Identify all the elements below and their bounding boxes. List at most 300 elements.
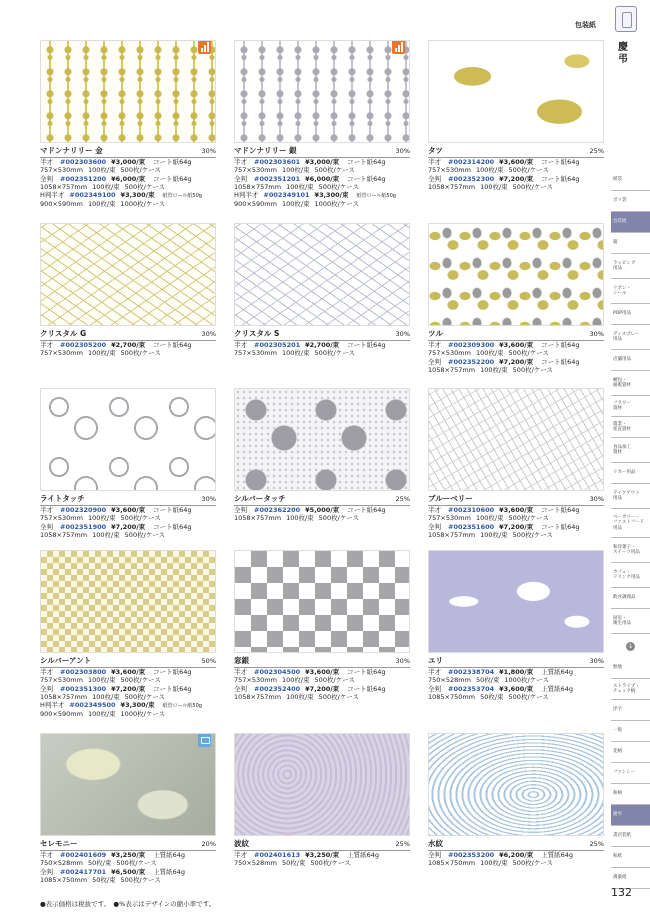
product-name: 水紋: [428, 839, 443, 848]
dimensions: 1058×757mm: [428, 182, 476, 191]
per-bundle: 100枚/束: [87, 676, 116, 685]
sidebar-subitem[interactable]: 和紙: [611, 847, 650, 868]
dimensions: 757×530mm: [234, 676, 277, 685]
per-bundle: 50枚/束: [87, 859, 112, 868]
product-code: #002349100: [69, 191, 116, 200]
dimensions: 1058×757mm: [428, 365, 476, 374]
size-label: H判半才: [40, 701, 65, 710]
scale-percent: 30%: [201, 330, 216, 338]
unit-price: ¥3,000/束: [111, 158, 146, 166]
pattern-swatch: [40, 733, 216, 836]
sidebar-item[interactable]: 飲食調理品: [611, 588, 650, 609]
product-name: ユリ: [428, 656, 443, 665]
spec-line: [428, 349, 604, 357]
product-code: #002352400: [254, 684, 301, 693]
per-case: 1000枚/ケース: [120, 710, 165, 719]
size-label: 全判: [428, 174, 441, 183]
sidebar-item[interactable]: 紙袋: [611, 170, 650, 191]
unit-price: ¥3,300/束: [120, 191, 155, 200]
spec-line: [428, 366, 604, 374]
per-case: 500枚/ケース: [310, 859, 351, 868]
per-case: 500枚/ケース: [124, 530, 165, 539]
scale-percent: 25%: [589, 147, 604, 155]
spec-line: [234, 349, 410, 357]
sidebar-divider: [611, 634, 650, 658]
per-case: 500枚/ケース: [318, 514, 359, 523]
per-bundle: 100枚/束: [480, 859, 508, 868]
sidebar-item[interactable]: リボン・ シール: [611, 279, 650, 304]
dimensions: 757×530mm: [40, 349, 83, 358]
product-card: [40, 733, 216, 884]
per-case: 500枚/ケース: [512, 859, 553, 868]
unit-price: ¥3,600/束: [305, 668, 340, 676]
product-code: #002303600: [60, 158, 107, 166]
new-item-badge-icon: [198, 733, 211, 747]
sidebar-subitem[interactable]: 書店装紙: [611, 826, 650, 847]
per-bundle: 100枚/束: [281, 349, 310, 358]
product-name: シルバーアント: [40, 656, 92, 665]
size-label: 半才: [40, 668, 53, 676]
sidebar-item[interactable]: ベーカリー・ ファストフード 用品: [611, 509, 650, 538]
per-case: 500枚/ケース: [124, 182, 165, 191]
product-name-row: [40, 493, 216, 506]
spec-line: [40, 514, 216, 522]
paper-type: 紙管ロール紙50g: [162, 703, 202, 710]
per-case: 500枚/ケース: [512, 182, 553, 191]
spec-line: [428, 183, 604, 191]
sidebar-item[interactable]: テイクアウト 用品: [611, 484, 650, 509]
product-name: ライトタッチ: [40, 494, 85, 503]
product-name-row: [234, 838, 410, 851]
per-case: 1000枚/ケース: [314, 200, 359, 209]
product-name-row: [428, 838, 604, 851]
dimensions: 1058×757mm: [40, 692, 88, 701]
sidebar-item[interactable]: ポリ袋: [611, 191, 650, 212]
sidebar-item[interactable]: 梱包・ 通販資材: [611, 371, 650, 396]
product-name: クリスタル S: [234, 329, 280, 338]
paper-type: コート紙64g: [541, 506, 580, 514]
product-code: #002352200: [448, 357, 495, 366]
product-card: [234, 40, 410, 209]
unit-price: ¥5,000/束: [305, 506, 340, 514]
dimensions: 757×530mm: [234, 166, 277, 175]
unit-price: ¥7,200/束: [499, 522, 534, 531]
category-sidebar: [611, 170, 650, 889]
pattern-swatch: [428, 388, 604, 491]
paper-type: コート紙64g: [347, 341, 386, 349]
size-label: 全判: [40, 684, 53, 693]
product-name-row: [234, 493, 410, 506]
paper-type: コート紙64g: [153, 506, 192, 514]
spec-line: [234, 676, 410, 684]
dimensions: 757×530mm: [40, 514, 83, 523]
per-case: 1000枚/ケース: [120, 200, 165, 209]
spec-line: [234, 693, 410, 701]
page-number: 132: [611, 886, 632, 899]
dimensions: 750×528mm: [40, 859, 83, 868]
spec-line: [40, 710, 216, 718]
per-case: 500枚/ケース: [124, 692, 165, 701]
product-code: #002310600: [448, 506, 495, 514]
per-bundle: 100枚/束: [87, 200, 116, 209]
sidebar-subitem[interactable]: 慶弔: [611, 805, 650, 826]
per-case: 500枚/ケース: [508, 514, 549, 523]
unit-price: ¥3,300/束: [314, 191, 349, 200]
product-card: [428, 223, 604, 374]
per-case: 500枚/ケース: [120, 676, 161, 685]
scale-percent: 30%: [395, 147, 410, 155]
spec-line: [40, 676, 216, 684]
scale-percent: 25%: [589, 840, 604, 848]
pattern-swatch: [40, 223, 216, 326]
per-case: 1000枚/ケース: [504, 676, 549, 685]
sidebar-item[interactable]: フラワー 資材: [611, 396, 650, 417]
footer-note: ●表示価格は税抜です。 ●%表示はデザインの縮小率です。: [40, 900, 216, 908]
product-code: #002309300: [448, 341, 495, 349]
per-bundle: 100枚/束: [281, 676, 310, 685]
unit-price: ¥6,000/束: [111, 174, 146, 183]
per-case: 500枚/ケース: [512, 530, 553, 539]
spec-line: [428, 693, 604, 701]
size-label: 全判: [40, 867, 53, 876]
scale-percent: 25%: [395, 840, 410, 848]
product-code: #002353704: [448, 684, 495, 693]
arrow-down-icon: ↓: [627, 642, 634, 650]
spec-line: [40, 693, 216, 701]
per-case: 500枚/ケース: [120, 875, 161, 884]
price-line: [40, 523, 216, 531]
dimensions: 1085×750mm: [428, 692, 476, 701]
size-label: 半才: [40, 158, 53, 166]
per-bundle: 100枚/束: [475, 514, 504, 523]
paper-type: コート紙64g: [541, 522, 580, 531]
unit-price: ¥3,600/束: [111, 668, 146, 676]
product-code: #002320900: [60, 506, 107, 514]
size-label: 全判: [40, 174, 53, 183]
product-name-row: [428, 655, 604, 668]
spec-line: [234, 859, 410, 867]
scale-percent: 30%: [589, 495, 604, 503]
spec-line: [40, 349, 216, 357]
per-bundle: 100枚/束: [475, 166, 504, 175]
pattern-swatch: [428, 223, 604, 326]
product-name-row: [428, 145, 604, 158]
spec-line: [428, 531, 604, 539]
unit-price: ¥3,600/束: [499, 341, 534, 349]
unit-price: ¥7,200/束: [499, 357, 534, 366]
product-name-row: [234, 145, 410, 158]
product-card: [428, 550, 604, 701]
per-bundle: 100枚/束: [480, 365, 508, 374]
paper-type: コート紙64g: [347, 158, 386, 166]
size-label: 半才: [428, 668, 441, 676]
size-label: 半才: [234, 341, 247, 349]
sidebar-subitem[interactable]: 洋字: [611, 700, 650, 721]
scale-percent: 20%: [201, 840, 216, 848]
per-bundle: 100枚/束: [281, 200, 310, 209]
pattern-swatch: [234, 223, 410, 326]
price-line: [428, 175, 604, 183]
unit-price: ¥3,250/束: [111, 851, 146, 859]
price-line: [40, 685, 216, 693]
dimensions: 757×530mm: [428, 514, 471, 523]
paper-type: コート紙64g: [347, 506, 386, 514]
per-bundle: 100枚/束: [92, 692, 120, 701]
dimensions: 757×530mm: [40, 166, 83, 175]
unit-price: ¥6,200/束: [499, 851, 534, 859]
size-label: 半才: [40, 506, 53, 514]
per-case: 500枚/ケース: [508, 349, 549, 358]
per-case: 500枚/ケース: [318, 692, 359, 701]
product-card: [428, 733, 604, 868]
size-label: 全判: [234, 506, 247, 514]
dimensions: 1058×757mm: [234, 692, 282, 701]
pattern-swatch: [428, 733, 604, 836]
product-code: #002349101: [263, 191, 310, 200]
paper-type: コート紙64g: [153, 522, 192, 531]
per-case: 500枚/ケース: [314, 349, 355, 358]
sidebar-item[interactable]: 店舗用品: [611, 350, 650, 371]
unit-price: ¥7,200/束: [305, 684, 340, 693]
sidebar-subitem[interactable]: 花柄: [611, 742, 650, 763]
paper-type: コート紙64g: [153, 174, 192, 183]
pattern-swatch: [40, 388, 216, 491]
unit-price: ¥7,200/束: [499, 174, 534, 183]
per-bundle: 50枚/束: [475, 676, 500, 685]
price-line: [428, 523, 604, 531]
sidebar-subitem[interactable]: 薄葉紙: [611, 868, 650, 889]
unit-price: ¥7,200/束: [111, 684, 146, 693]
scale-percent: 50%: [201, 657, 216, 665]
product-card: [234, 550, 410, 701]
spec-line: [428, 166, 604, 174]
unit-price: ¥2,700/束: [111, 341, 146, 349]
product-card: [234, 733, 410, 868]
dimensions: 900×590mm: [234, 200, 277, 209]
per-bundle: 50枚/束: [480, 692, 504, 701]
spec-line: [234, 183, 410, 191]
paper-type: コート紙64g: [153, 158, 192, 166]
per-case: 500枚/ケース: [120, 514, 161, 523]
size-label: H判半才: [234, 191, 259, 200]
product-name-row: [234, 328, 410, 341]
sidebar-item[interactable]: 包装紙: [611, 212, 650, 233]
product-code: #002349500: [69, 701, 116, 710]
product-card: [428, 388, 604, 539]
sidebar-item[interactable]: POP用品: [611, 304, 650, 325]
product-name-row: [40, 145, 216, 158]
sidebar-item[interactable]: 和洋菓子・ スイーツ用品: [611, 538, 650, 563]
product-card: [40, 223, 216, 358]
unit-price: ¥7,200/束: [111, 522, 146, 531]
paper-type: コート紙64g: [347, 174, 386, 183]
price-line: [40, 175, 216, 183]
dimensions: 1058×757mm: [428, 530, 476, 539]
per-case: 500枚/ケース: [116, 859, 157, 868]
sidebar-subitem[interactable]: 無地: [611, 658, 650, 679]
paper-type: コート紙64g: [347, 668, 386, 676]
spec-line: [40, 200, 216, 208]
sidebar-subitem[interactable]: 一般: [611, 721, 650, 742]
product-code: #002352300: [448, 174, 495, 183]
dimensions: 757×530mm: [428, 166, 471, 175]
size-label: 全判: [40, 522, 53, 531]
product-code: #002353200: [448, 851, 495, 859]
sidebar-item[interactable]: リカー用品: [611, 463, 650, 484]
size-label: H判半才: [40, 191, 65, 200]
unit-price: ¥3,000/束: [305, 158, 340, 166]
per-case: 500枚/ケース: [318, 182, 359, 191]
product-name: 窓銀: [234, 656, 249, 665]
scale-percent: 30%: [201, 147, 216, 155]
product-name-row: [428, 328, 604, 341]
scale-percent: 30%: [589, 657, 604, 665]
per-bundle: 100枚/束: [92, 530, 120, 539]
pattern-swatch: [40, 40, 216, 143]
price-line: [234, 685, 410, 693]
product-code: #002338704: [448, 668, 495, 676]
product-code: #002417701: [60, 867, 107, 876]
dimensions: 1058×757mm: [40, 182, 88, 191]
sidebar-item[interactable]: 農業・ 産直資材: [611, 417, 650, 438]
sidebar-subitem[interactable]: ストライプ・ チェック柄: [611, 679, 650, 700]
spec-line: [40, 183, 216, 191]
scale-percent: 30%: [395, 657, 410, 665]
unit-price: ¥6,500/束: [111, 867, 146, 876]
size-label: 全判: [428, 522, 441, 531]
sidebar-item[interactable]: ディスプレー 用品: [611, 325, 650, 350]
unit-price: ¥3,600/束: [499, 506, 534, 514]
product-card: [234, 388, 410, 523]
price-line: [40, 868, 216, 876]
per-bundle: 100枚/束: [480, 530, 508, 539]
dimensions: 900×590mm: [40, 200, 83, 209]
product-code: #002303601: [254, 158, 301, 166]
per-case: 500枚/ケース: [314, 166, 355, 175]
scale-percent: 25%: [395, 495, 410, 503]
section-title: 慶弔: [618, 42, 628, 65]
paper-type: 上質紙64g: [347, 851, 380, 859]
per-bundle: 100枚/束: [480, 182, 508, 191]
sidebar-subitem[interactable]: 和柄: [611, 784, 650, 805]
pattern-swatch: [428, 40, 604, 143]
product-name: マドンナリリー 銀: [234, 146, 297, 155]
dimensions: 1058×757mm: [234, 182, 282, 191]
scale-percent: 30%: [201, 495, 216, 503]
product-name: マドンナリリー 金: [40, 146, 103, 155]
per-bundle: 50枚/束: [92, 875, 116, 884]
spec-line: [234, 166, 410, 174]
product-code: #002351201: [254, 174, 301, 183]
sidebar-item[interactable]: 箱: [611, 233, 650, 254]
pattern-swatch: [234, 550, 410, 653]
roll-stock-badge-icon: [392, 40, 405, 54]
product-code: #002305200: [60, 341, 107, 349]
dimensions: 750×528mm: [234, 859, 277, 868]
paper-type: 上質紙64g: [541, 851, 574, 859]
product-name: ブルーベリー: [428, 494, 473, 503]
per-case: 500枚/ケース: [314, 676, 355, 685]
spec-line: [40, 859, 216, 867]
roll-stock-badge-icon: [198, 40, 211, 54]
product-code: #002351300: [60, 684, 107, 693]
paper-type: コート紙64g: [541, 341, 580, 349]
product-name: セレモニー: [40, 839, 78, 848]
size-label: 半才: [234, 668, 247, 676]
spec-line: [234, 514, 410, 522]
per-case: 500枚/ケース: [508, 166, 549, 175]
size-label: 全判: [428, 684, 441, 693]
size-label: 全判: [428, 851, 441, 859]
product-card: [40, 40, 216, 209]
product-name: シルバータッチ: [234, 494, 286, 503]
per-bundle: 100枚/束: [281, 166, 310, 175]
paper-type: コート紙64g: [153, 668, 192, 676]
dimensions: 1058×757mm: [40, 530, 88, 539]
product-name: ツル: [428, 329, 443, 338]
sidebar-item[interactable]: カフェ・ ドリンク用品: [611, 563, 650, 588]
product-name-row: [234, 655, 410, 668]
dimensions: 757×530mm: [234, 349, 277, 358]
paper-type: コート紙64g: [347, 684, 386, 693]
product-code: #002303800: [60, 668, 107, 676]
per-bundle: 100枚/束: [87, 349, 116, 358]
category-label: 包装紙: [575, 21, 596, 29]
per-case: 500枚/ケース: [120, 166, 161, 175]
per-bundle: 100枚/束: [475, 349, 504, 358]
price-line: [234, 175, 410, 183]
sidebar-item[interactable]: 食品加工 資材: [611, 438, 650, 463]
size-label: 全判: [234, 174, 247, 183]
paper-type: コート紙64g: [153, 684, 192, 693]
paper-type: 上質紙64g: [541, 684, 574, 693]
spec-line: [428, 676, 604, 684]
per-bundle: 100枚/束: [87, 166, 116, 175]
unit-price: ¥2,700/束: [305, 341, 340, 349]
pattern-swatch: [234, 388, 410, 491]
unit-price: ¥3,600/束: [499, 158, 534, 166]
spec-line: [40, 166, 216, 174]
product-card: [40, 550, 216, 719]
product-name-row: [40, 838, 216, 851]
pattern-swatch: [234, 733, 410, 836]
product-code: #002401613: [254, 851, 301, 859]
pattern-swatch: [234, 40, 410, 143]
product-name-row: [428, 493, 604, 506]
sidebar-item[interactable]: 厨房・ 衛生用品: [611, 609, 650, 634]
product-card: [40, 388, 216, 539]
dimensions: 1085×750mm: [428, 859, 476, 868]
per-bundle: 100枚/束: [286, 182, 314, 191]
unit-price: ¥6,000/束: [305, 174, 340, 183]
paper-type: コート紙64g: [153, 341, 192, 349]
product-code: #002314200: [448, 158, 495, 166]
size-label: 全判: [234, 684, 247, 693]
product-name-row: [40, 328, 216, 341]
unit-price: ¥1,800/束: [499, 668, 534, 676]
sidebar-subitem[interactable]: ファンシー: [611, 763, 650, 784]
spec-line: [234, 200, 410, 208]
sidebar-item[interactable]: ラッピング 用品: [611, 254, 650, 279]
dimensions: 750×528mm: [428, 676, 471, 685]
per-bundle: 100枚/束: [286, 514, 314, 523]
spec-line: [40, 531, 216, 539]
product-code: #002401609: [60, 851, 107, 859]
unit-price: ¥3,600/束: [499, 684, 534, 693]
pattern-swatch: [428, 550, 604, 653]
per-bundle: 100枚/束: [286, 692, 314, 701]
size-label: 半才: [234, 158, 247, 166]
